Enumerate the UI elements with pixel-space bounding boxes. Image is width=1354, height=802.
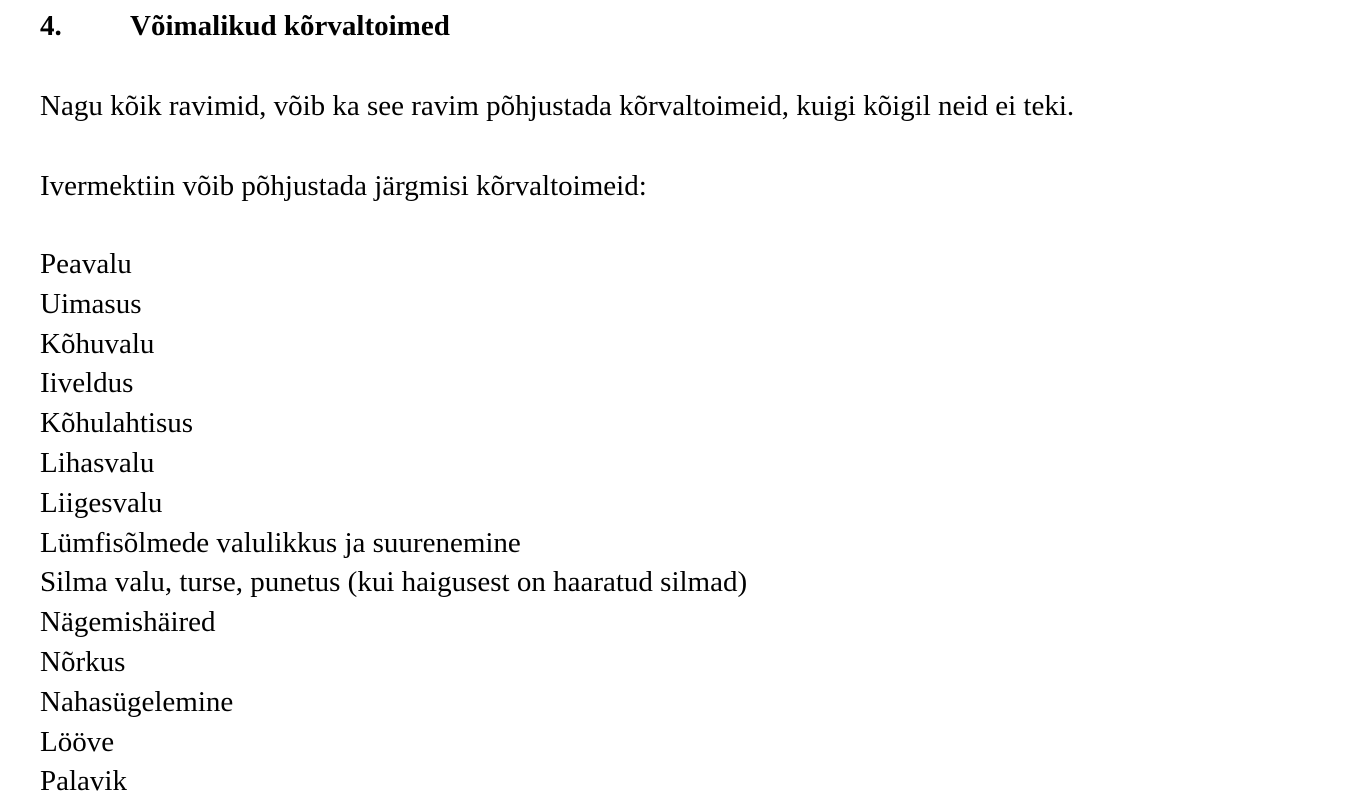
list-item: Liigesvalu bbox=[40, 486, 163, 519]
list-item: Palavik bbox=[40, 765, 127, 798]
list-item: Lümfisõlmede valulikkus ja suurenemine bbox=[40, 526, 521, 559]
list-item: Lihasvalu bbox=[40, 446, 155, 479]
list-item: Peavalu bbox=[40, 248, 132, 280]
intro-paragraph: Nagu kõik ravimid, võib ka see ravim põhjustada kõrvaltoimeid, kuigi kõigil neid ei teki. bbox=[40, 90, 1075, 122]
lead-paragraph: Ivermektiin võib põhjustada järgmisi kõrvaltoimeid: bbox=[40, 170, 647, 202]
section-number: 4. bbox=[40, 10, 62, 42]
section-heading bbox=[40, 8, 450, 44]
list-item: Nõrkus bbox=[40, 645, 126, 678]
list-item: Kõhuvalu bbox=[40, 327, 155, 360]
list-item: Lööve bbox=[40, 725, 115, 758]
list-item: Iiveldus bbox=[40, 367, 134, 400]
list-item: Kõhulahtisus bbox=[40, 407, 194, 440]
list-item: Nahasügelemine bbox=[40, 685, 234, 718]
section-title: Võimalikud kõrvaltoimed bbox=[130, 10, 450, 42]
list-item: Uimasus bbox=[40, 287, 142, 320]
list-item: Silma valu, turse, punetus (kui haigusest on haaratud silmad) bbox=[40, 566, 748, 599]
list-item: Nägemishäired bbox=[40, 606, 216, 639]
side-effects-list bbox=[40, 245, 747, 802]
